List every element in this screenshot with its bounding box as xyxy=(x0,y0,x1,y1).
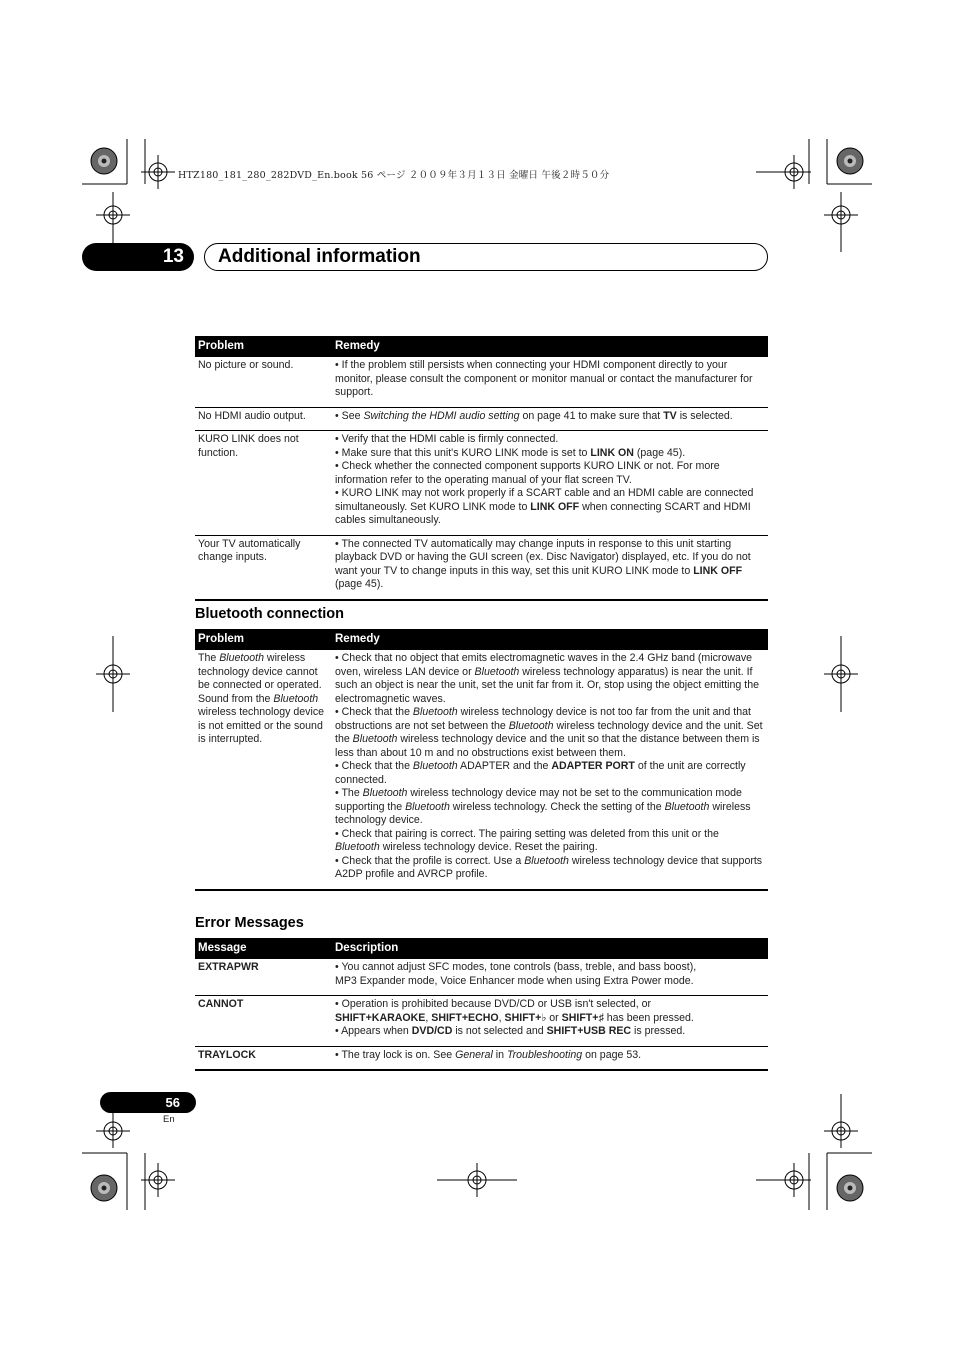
button-combo: SHIFT+USB REC xyxy=(546,1025,632,1037)
description-line xyxy=(335,1025,765,1039)
text-run: • Check that pairing is correct. The pairing setting was deleted from this unit or the xyxy=(335,827,719,840)
section-heading-bluetooth: Bluetooth connection xyxy=(195,606,345,622)
table-row xyxy=(195,959,768,996)
brand-term: Bluetooth xyxy=(335,841,380,853)
brand-term: Bluetooth xyxy=(273,692,319,705)
table-row xyxy=(195,407,768,431)
text-run: • Check that the profile is correct. Use a xyxy=(335,854,525,867)
brand-term: Bluetooth xyxy=(474,665,520,678)
brand-term: Bluetooth xyxy=(664,800,710,813)
section-heading-error-messages: Error Messages xyxy=(195,915,304,931)
cross-reference: Troubleshooting xyxy=(506,1048,583,1061)
description-line: • Operation is prohibited because DVD/CD or USB isn't selected, or xyxy=(335,998,652,1010)
brand-term: Bluetooth xyxy=(508,719,554,732)
table-header-row xyxy=(195,336,768,357)
text-run: (page 45). xyxy=(335,578,384,590)
text-run: • KURO LINK may not work properly if a SCART cable and an HDMI cable are connected simultaneously. Set KURO LINK mode to xyxy=(335,487,754,513)
text-run: on page 53. xyxy=(582,1048,642,1061)
table-row xyxy=(195,996,768,1047)
text-run: • Appears when xyxy=(335,1025,412,1037)
chapter-title: Additional information xyxy=(218,246,421,267)
remedy-bullet xyxy=(335,447,765,461)
text-run: is pressed. xyxy=(631,1025,686,1037)
remedy-bullet xyxy=(335,487,765,528)
brand-term: Bluetooth xyxy=(219,652,264,664)
cross-reference: General xyxy=(455,1048,493,1061)
brand-term: Bluetooth xyxy=(412,760,458,772)
brand-term: Bluetooth xyxy=(362,787,408,799)
table-row xyxy=(195,650,768,890)
registration-star-icon xyxy=(837,148,863,174)
text-run: • Check that no object that emits electromagnetic waves in the 2.4 GHz band (microwave oven, wireless LAN device or xyxy=(335,652,753,678)
text-run: wireless technology device. Reset the pairing. xyxy=(379,841,598,853)
registration-target-icon xyxy=(141,1163,175,1197)
page-number-badge xyxy=(100,1092,196,1113)
description-line: MP3 Expander mode, Voice Enhancer mode when using Extra Power mode. xyxy=(335,974,694,987)
text-run: or xyxy=(546,1011,562,1024)
problem-cell: No HDMI audio output. xyxy=(195,407,332,431)
remedy-bullet xyxy=(335,787,765,828)
registration-star-icon xyxy=(91,148,117,174)
remedy-cell xyxy=(332,535,768,600)
bluetooth-troubleshooting-table xyxy=(195,629,768,891)
text-run: , xyxy=(425,1011,432,1024)
text-run: wireless technology device cannot be connected or operated. Sound from the xyxy=(198,652,322,705)
column-header-remedy: Remedy xyxy=(332,629,768,650)
brand-term: Bluetooth xyxy=(352,733,398,745)
setting-name: TV xyxy=(663,409,677,422)
description-cell xyxy=(332,1046,768,1070)
remedy-bullet: • Check whether the connected component supports KURO LINK or not. For more information refer to the operating manual of your flat screen TV. xyxy=(335,460,720,486)
description-line xyxy=(335,1012,765,1026)
text-run: wireless technology device and the unit. Set the xyxy=(335,719,763,745)
description-cell xyxy=(332,996,768,1047)
chapter-title-box xyxy=(204,243,768,271)
hdmi-troubleshooting-table xyxy=(195,336,768,601)
remedy-bullet xyxy=(335,828,765,855)
message-cell: TRAYLOCK xyxy=(195,1046,332,1070)
button-combo: SHIFT+♯ xyxy=(561,1011,604,1024)
table-header-row xyxy=(195,938,768,959)
problem-cell: KURO LINK does not function. xyxy=(195,431,332,536)
column-header-remedy: Remedy xyxy=(332,336,768,357)
text-run: is not selected and xyxy=(452,1025,547,1037)
text-run: in xyxy=(492,1048,507,1061)
remedy-cell xyxy=(332,407,768,431)
page-number: 56 xyxy=(165,1095,180,1110)
text-run: has been pressed. xyxy=(603,1011,694,1024)
text-run: wireless technology device may not be set to the communication mode supporting the xyxy=(335,787,742,813)
text-run: • The xyxy=(335,787,363,799)
text-run: wireless technology apparatus) is near the unit. If such an object is near the unit, set the unit far from it. Or, stop using the object emitting the electromagnetic waves. xyxy=(335,665,759,705)
button-combo: SHIFT+ECHO xyxy=(431,1011,499,1024)
error-messages-table xyxy=(195,938,768,1071)
brand-term: Bluetooth xyxy=(412,706,458,718)
problem-cell: Your TV automatically change inputs. xyxy=(195,535,332,600)
text-run: ADAPTER and the xyxy=(457,760,552,772)
remedy-bullet xyxy=(335,652,765,706)
table-row xyxy=(195,1046,768,1070)
text-run: • The connected TV automatically may change inputs in response to this unit starting playback DVD or having the GUI screen (ex. Disc Navigator) displayed, etc. If you do not want your TV to change inputs in this way, set this unit KURO LINK mode to xyxy=(335,537,751,577)
table-row xyxy=(195,357,768,407)
page-language: En xyxy=(163,1114,175,1125)
remedy-cell xyxy=(332,431,768,536)
text-run: wireless technology device. xyxy=(335,800,751,826)
port-name: ADAPTER PORT xyxy=(551,760,635,772)
remedy-cell xyxy=(332,650,768,890)
text-run: , xyxy=(498,1011,505,1024)
text-run: of the unit are correctly connected. xyxy=(335,760,746,786)
brand-term: Bluetooth xyxy=(524,854,569,867)
problem-cell xyxy=(195,650,332,890)
registration-star-icon xyxy=(837,1175,863,1201)
remedy-bullet: • Verify that the HDMI cable is firmly connected. xyxy=(335,433,559,445)
button-combo: SHIFT+KARAOKE xyxy=(335,1011,426,1024)
print-header: HTZ180_181_280_282DVD_En.book 56 ページ ２００９年３月１３日 金曜日 午後２時５０分 xyxy=(178,170,610,181)
column-header-message: Message xyxy=(195,938,332,959)
table-header-row xyxy=(195,629,768,650)
registration-target-icon xyxy=(141,155,175,189)
text-run: wireless technology. Check the setting of the xyxy=(449,800,665,813)
registration-star-icon xyxy=(91,1175,117,1201)
text-run: is selected. xyxy=(676,409,733,422)
column-header-description: Description xyxy=(332,938,768,959)
text-run: • The tray lock is on. See xyxy=(335,1048,456,1061)
description-cell xyxy=(332,959,768,996)
text-run: (page 45). xyxy=(633,446,686,459)
chapter-number-badge xyxy=(82,243,194,271)
remedy-bullet xyxy=(335,706,765,760)
text-run: wireless technology device and the unit so that the distance between them is less than about 10 m and no obstructions exist between them. xyxy=(335,733,760,759)
text-run: The xyxy=(198,652,220,664)
text-run: wireless technology device is not too far from the unit and that obstructions are not set between the xyxy=(335,706,751,732)
remedy-bullet xyxy=(335,855,765,882)
chapter-number: 13 xyxy=(162,246,184,267)
table-row xyxy=(195,431,768,536)
source-name: DVD/CD xyxy=(411,1025,453,1037)
setting-name: LINK OFF xyxy=(693,564,743,577)
setting-name: LINK ON xyxy=(590,446,634,459)
text-run: wireless technology device is not emitted or the sound is interrupted. xyxy=(198,706,325,745)
text-run: wireless technology device that supports A2DP profile and AVRCP profile. xyxy=(335,854,763,880)
message-cell: CANNOT xyxy=(195,996,332,1047)
message-cell: EXTRAPWR xyxy=(195,959,332,996)
cross-reference: Switching the HDMI audio setting xyxy=(363,409,520,422)
table-row xyxy=(195,535,768,600)
text-run: • See xyxy=(335,409,364,422)
remedy-cell: • If the problem still persists when connecting your HDMI component directly to your monitor, please consult the component or monitor manual or contact the manufacturer for support. xyxy=(332,357,768,407)
setting-name: LINK OFF xyxy=(530,500,580,513)
text-run: when connecting SCART and HDMI cables simultaneously. xyxy=(335,500,751,526)
button-combo: SHIFT+♭ xyxy=(504,1011,547,1024)
brand-term: Bluetooth xyxy=(405,800,450,813)
column-header-problem: Problem xyxy=(195,629,332,650)
text-run: on page 41 to make sure that xyxy=(519,409,664,422)
text-run: • Make sure that this unit's KURO LINK mode is set to xyxy=(335,446,591,459)
column-header-problem: Problem xyxy=(195,336,332,357)
text-run: • Check that the xyxy=(335,706,413,718)
problem-cell: No picture or sound. xyxy=(195,357,332,407)
description-line: • You cannot adjust SFC modes, tone controls (bass, treble, and bass boost), xyxy=(335,961,697,973)
text-run: • Check that the xyxy=(335,760,413,772)
remedy-bullet xyxy=(335,760,765,787)
